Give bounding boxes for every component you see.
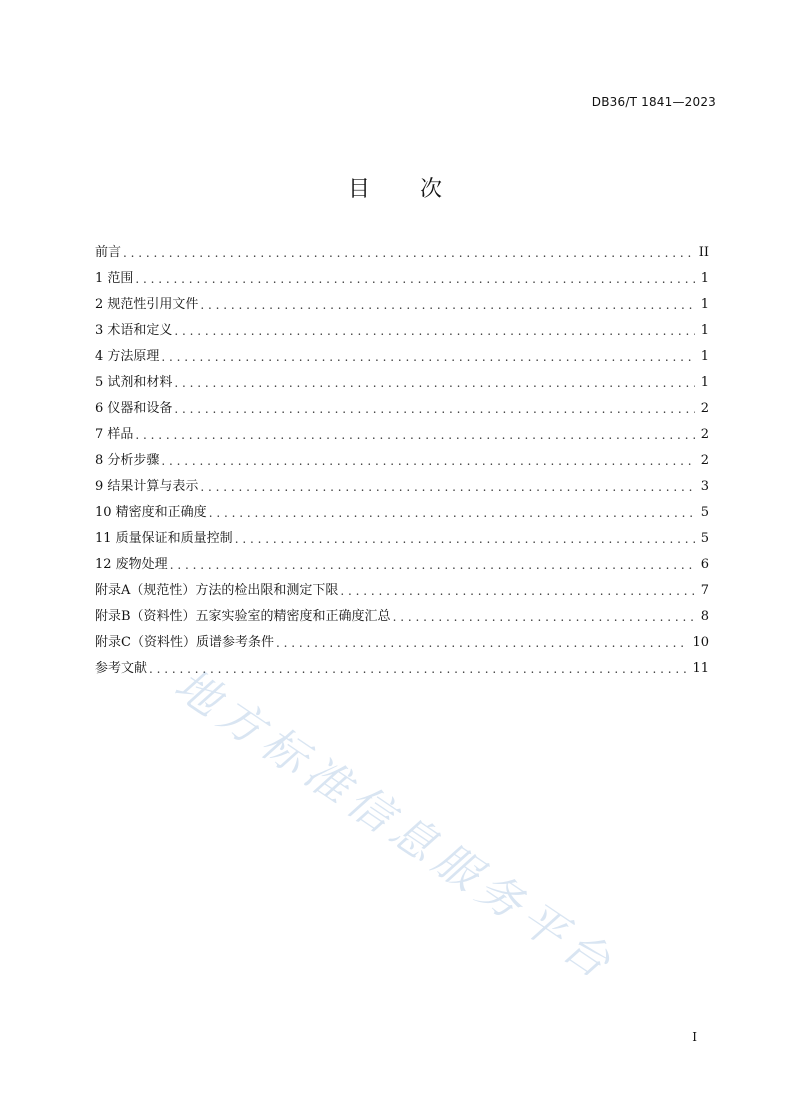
toc-entry-annex-c[interactable] [95, 627, 709, 653]
toc-page: 1 [700, 323, 709, 338]
watermark: 地方标准信息服务平台 [165, 659, 625, 993]
toc-label: 附录A（规范性）方法的检出限和测定下限 [95, 583, 339, 598]
toc-entry-normative-references[interactable] [95, 289, 709, 315]
toc-leader [200, 295, 695, 315]
toc-entry-scope[interactable] [95, 263, 709, 289]
toc-label: 9 结果计算与表示 [95, 479, 199, 494]
toc-label: 4 方法原理 [95, 349, 160, 364]
toc-leader [161, 451, 695, 471]
toc-entry-precision[interactable] [95, 497, 709, 523]
table-of-contents [95, 237, 709, 679]
toc-entry-annex-a[interactable] [95, 575, 709, 601]
toc-page: 5 [700, 531, 709, 546]
toc-entry-calculation[interactable] [95, 471, 709, 497]
toc-leader [174, 321, 695, 341]
toc-entry-samples[interactable] [95, 419, 709, 445]
toc-label: 11 质量保证和质量控制 [95, 531, 233, 546]
page-title [0, 172, 792, 203]
toc-entry-reagents[interactable] [95, 367, 709, 393]
toc-page: 1 [700, 271, 709, 286]
toc-leader [123, 243, 695, 263]
toc-label: 参考文献 [95, 661, 148, 676]
toc-page: 2 [700, 427, 709, 442]
toc-entry-procedure[interactable] [95, 445, 709, 471]
title-part-1: 目 [347, 177, 372, 202]
toc-page: 7 [700, 583, 709, 598]
toc-leader [200, 477, 695, 497]
toc-leader [340, 581, 695, 601]
toc-entry-principle[interactable] [95, 341, 709, 367]
toc-entry-quality[interactable] [95, 523, 709, 549]
toc-entry-annex-b[interactable] [95, 601, 709, 627]
toc-entry-waste[interactable] [95, 549, 709, 575]
toc-page: 8 [700, 609, 709, 624]
toc-page: 2 [700, 401, 709, 416]
toc-page: 11 [692, 661, 709, 676]
title-part-2: 次 [420, 177, 445, 202]
toc-page: 6 [700, 557, 709, 572]
toc-label: 附录C（资料性）质谱参考条件 [95, 635, 274, 650]
toc-label: 5 试剂和材料 [95, 375, 173, 390]
toc-leader [170, 555, 695, 575]
toc-label: 7 样品 [95, 427, 134, 442]
toc-leader [174, 373, 695, 393]
toc-label: 8 分析步骤 [95, 453, 160, 468]
toc-leader [235, 529, 695, 549]
toc-label: 前言 [95, 245, 122, 260]
toc-page: 5 [700, 505, 709, 520]
toc-entry-foreword[interactable] [95, 237, 709, 263]
toc-label: 附录B（资料性）五家实验室的精密度和正确度汇总 [95, 609, 391, 624]
toc-entry-terms[interactable] [95, 315, 709, 341]
toc-label: 6 仪器和设备 [95, 401, 173, 416]
toc-label: 1 范围 [95, 271, 134, 286]
toc-leader [393, 607, 695, 627]
toc-leader [276, 633, 689, 653]
toc-leader [209, 503, 695, 523]
toc-page: 1 [700, 375, 709, 390]
toc-page: 1 [700, 297, 709, 312]
toc-page: 3 [700, 479, 709, 494]
toc-page: 10 [692, 635, 709, 650]
toc-entry-apparatus[interactable] [95, 393, 709, 419]
toc-leader [161, 347, 695, 367]
toc-page: II [698, 245, 709, 260]
document-code: DB36/T 1841—2023 [591, 95, 716, 109]
page-number: I [692, 1030, 697, 1044]
toc-label: 12 废物处理 [95, 557, 168, 572]
toc-page: 2 [700, 453, 709, 468]
toc-label: 10 精密度和正确度 [95, 505, 207, 520]
toc-leader [135, 425, 695, 445]
toc-label: 2 规范性引用文件 [95, 297, 199, 312]
toc-page: 1 [700, 349, 709, 364]
toc-leader [135, 269, 695, 289]
toc-label: 3 术语和定义 [95, 323, 173, 338]
toc-leader [174, 399, 695, 419]
